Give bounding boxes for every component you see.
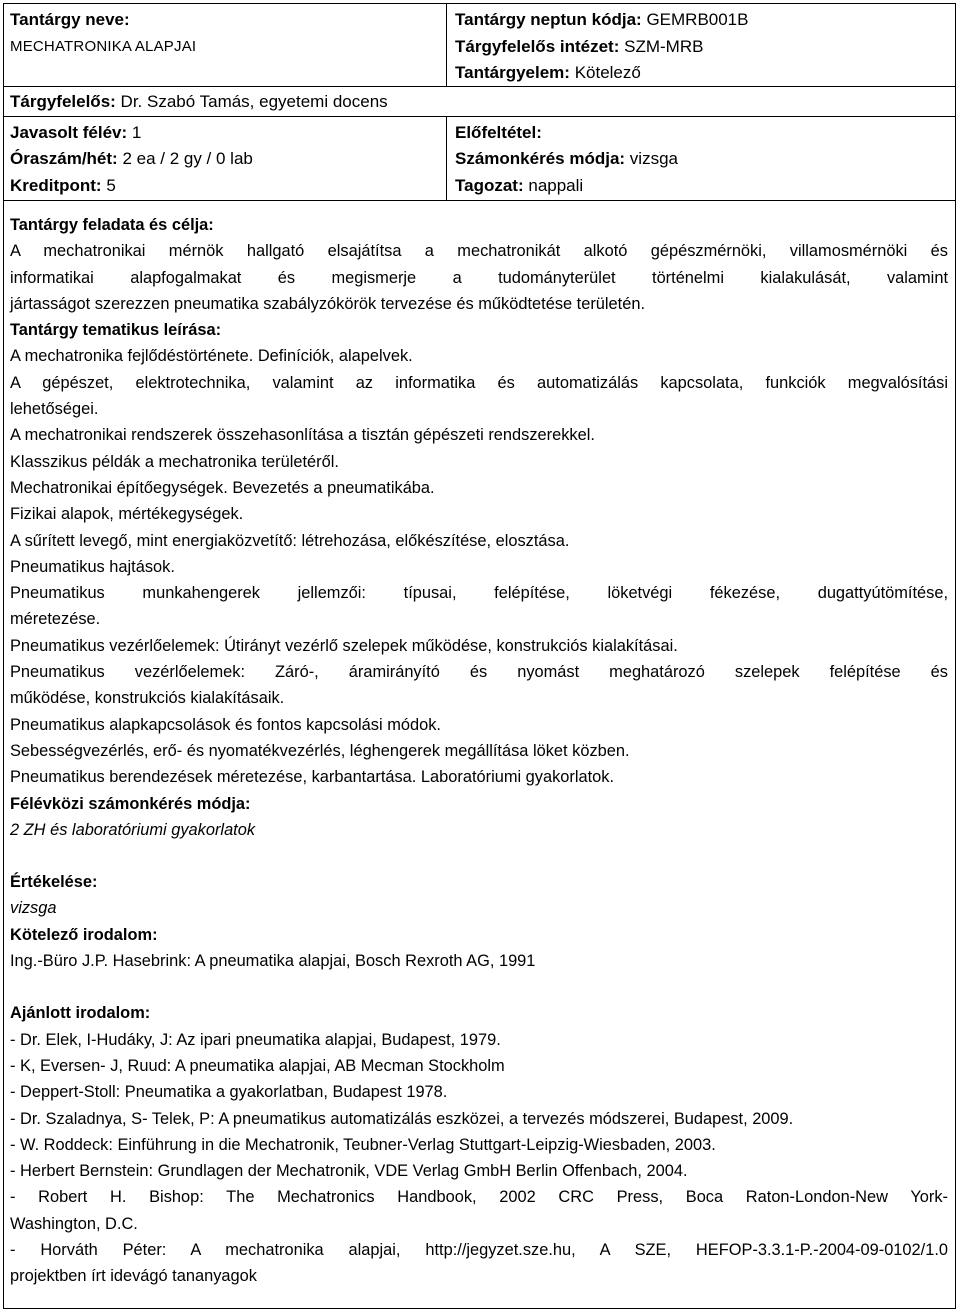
goal-title: Tantárgy feladata és célja: xyxy=(10,216,214,234)
header-divider-row1 xyxy=(3,86,956,87)
section xyxy=(455,173,583,199)
recommended-item: - Horváth Péter: A mechatronika alapjai, http://jegyzet.sze.hu, A SZE, HEFOP-3.3.1-P.-2004-09-0102/1.0 xyxy=(10,1240,948,1259)
header-divider-vertical-bottom xyxy=(446,116,447,200)
recommended-item: projektben írt idevágó tananyagok xyxy=(10,1267,257,1286)
neptun-label: Tantárgy neptun kódja: xyxy=(455,10,642,29)
element-value: Kötelező xyxy=(574,63,641,82)
header-divider-row2 xyxy=(3,116,956,117)
recommended-item: Washington, D.C. xyxy=(10,1214,138,1233)
element-label: Tantárgyelem: xyxy=(455,63,570,82)
topic-line: Fizikai alapok, mértékegységek. xyxy=(10,505,244,524)
credits xyxy=(10,173,116,199)
topic-line: Pneumatikus vezérlőelemek: Záró-, áramirányító és nyomást meghatározó szelepek felépítése és xyxy=(10,663,948,682)
goal-line: jártasságot szerezzen pneumatika szabályzókörök tervezése és működtetése területén. xyxy=(10,294,646,313)
midterm-value: 2 ZH és laboratóriumi gyakorlatok xyxy=(10,820,256,839)
credit-label: Kreditpont: xyxy=(10,176,102,195)
mandatory-value: Ing.-Büro J.P. Hasebrink: A pneumatika alapjai, Bosch Rexroth AG, 1991 xyxy=(10,952,536,971)
hours-value: 2 ea / 2 gy / 0 lab xyxy=(122,149,253,168)
section-value: nappali xyxy=(528,176,584,195)
topic-line: működése, konstrukciós kialakításaik. xyxy=(10,689,285,708)
neptun-value: GEMRB001B xyxy=(646,10,749,29)
topic-line: Pneumatikus munkahengerek jellemzői: típusai, felépítése, löketvégi fékezése, dugattyútömítése, xyxy=(10,584,948,603)
institute-value: SZM-MRB xyxy=(624,37,704,56)
topic-line: Pneumatikus hajtások. xyxy=(10,557,175,576)
goal-line: A mechatronikai mérnök hallgató elsajátítsa a mechatronikát alkotó gépészmérnöki, villamosmérnöki és xyxy=(10,242,948,261)
subject-name xyxy=(10,7,130,33)
header-divider-row3 xyxy=(3,200,956,201)
semester-value: 1 xyxy=(131,123,142,142)
recommended-item: - Robert H. Bishop: The Mechatronics Handbook, 2002 CRC Press, Boca Raton-London-New York- xyxy=(10,1188,948,1207)
recommended-item: - Dr. Szaladnya, S- Telek, P: A pneumatikus automatizálás eszközei, a tervezés módszerei, Budapest, 2009. xyxy=(10,1109,794,1128)
section-label: Tagozat: xyxy=(455,176,524,195)
mandatory-title: Kötelező irodalom: xyxy=(10,925,158,944)
evaluation-title: Értékelése: xyxy=(10,873,98,892)
recommended-item: - Dr. Elek, I-Hudáky, J: Az ipari pneumatika alapjai, Budapest, 1979. xyxy=(10,1030,501,1049)
hours-label: Óraszám/hét: xyxy=(10,149,118,168)
midterm-title: Félévközi számonkérés módja: xyxy=(10,794,251,813)
topic-line: Klasszikus példák a mechatronika területéről. xyxy=(10,452,339,471)
spacer xyxy=(10,974,948,1000)
topic-line: Mechatronikai építőegységek. Bevezetés a pneumatikába. xyxy=(10,478,435,497)
topic-line: Pneumatikus alapkapcsolások és fontos kapcsolási módok. xyxy=(10,715,441,734)
recommended-item: - Deppert-Stoll: Pneumatika a gyakorlatban, Budapest 1978. xyxy=(10,1083,448,1102)
goal-line: informatikai alapfogalmakat és megismerje a tudományterület történelmi kialakulását, valamint xyxy=(10,268,948,287)
topic-line: lehetőségei. xyxy=(10,400,99,419)
topic-line: A gépészet, elektrotechnika, valamint az informatika és automatizálás kapcsolata, funkciók megvalósítási xyxy=(10,373,948,392)
topic-line: méretezése. xyxy=(10,610,101,629)
exam-label: Számonkérés módja: xyxy=(455,149,626,168)
topics-title: Tantárgy tematikus leírása: xyxy=(10,321,222,340)
institute-label: Tárgyfelelős intézet: xyxy=(455,37,620,56)
topic-line: Sebességvezérlés, erő- és nyomatékvezérlés, léghengerek megállítása löket közben. xyxy=(10,741,630,760)
subject-name-value: MECHATRONIKA ALAPJAI xyxy=(10,38,197,55)
header-divider-vertical-top xyxy=(446,3,447,86)
prerequisite xyxy=(455,120,542,146)
topic-line: Pneumatikus vezérlőelemek: Útirányt vezérlő szelepek működése, konstrukciós kialakításai. xyxy=(10,636,678,655)
exam-type xyxy=(455,146,678,172)
responsible xyxy=(10,89,388,115)
spacer xyxy=(10,843,948,869)
prereq-label: Előfeltétel: xyxy=(455,123,542,142)
semester xyxy=(10,120,141,146)
institute xyxy=(455,34,703,60)
recommended-item: - K, Eversen- J, Ruud: A pneumatika alapjai, AB Mecman Stockholm xyxy=(10,1056,505,1075)
semester-label: Javasolt félév: xyxy=(10,123,128,142)
subject-name-label: Tantárgy neve: xyxy=(10,10,130,29)
recommended-title: Ajánlott irodalom: xyxy=(10,1004,151,1023)
course-body xyxy=(10,212,948,1290)
evaluation-value: vizsga xyxy=(10,899,57,918)
topic-line: Pneumatikus berendezések méretezése, karbantartása. Laboratóriumi gyakorlatok. xyxy=(10,768,615,787)
responsible-label: Tárgyfelelős: xyxy=(10,92,116,111)
recommended-item: - Herbert Bernstein: Grundlagen der Mechatronik, VDE Verlag GmbH Berlin Offenbach, 2004. xyxy=(10,1162,688,1181)
hours xyxy=(10,146,253,172)
course-element xyxy=(455,60,641,86)
topic-line: A sűrített levegő, mint energiaközvetítő: létrehozása, előkészítése, elosztása. xyxy=(10,531,570,550)
topic-line: A mechatronikai rendszerek összehasonlítása a tisztán gépészeti rendszerekkel. xyxy=(10,426,595,445)
topic-line: A mechatronika fejlődéstörténete. Definíciók, alapelvek. xyxy=(10,347,413,366)
neptun-code xyxy=(455,7,748,33)
recommended-item: - W. Roddeck: Einführung in die Mechatronik, Teubner-Verlag Stuttgart-Leipzig-Wiesbaden, 2003. xyxy=(10,1135,716,1154)
exam-value: vizsga xyxy=(629,149,678,168)
responsible-value: Dr. Szabó Tamás, egyetemi docens xyxy=(120,92,388,111)
credit-value: 5 xyxy=(106,176,116,195)
